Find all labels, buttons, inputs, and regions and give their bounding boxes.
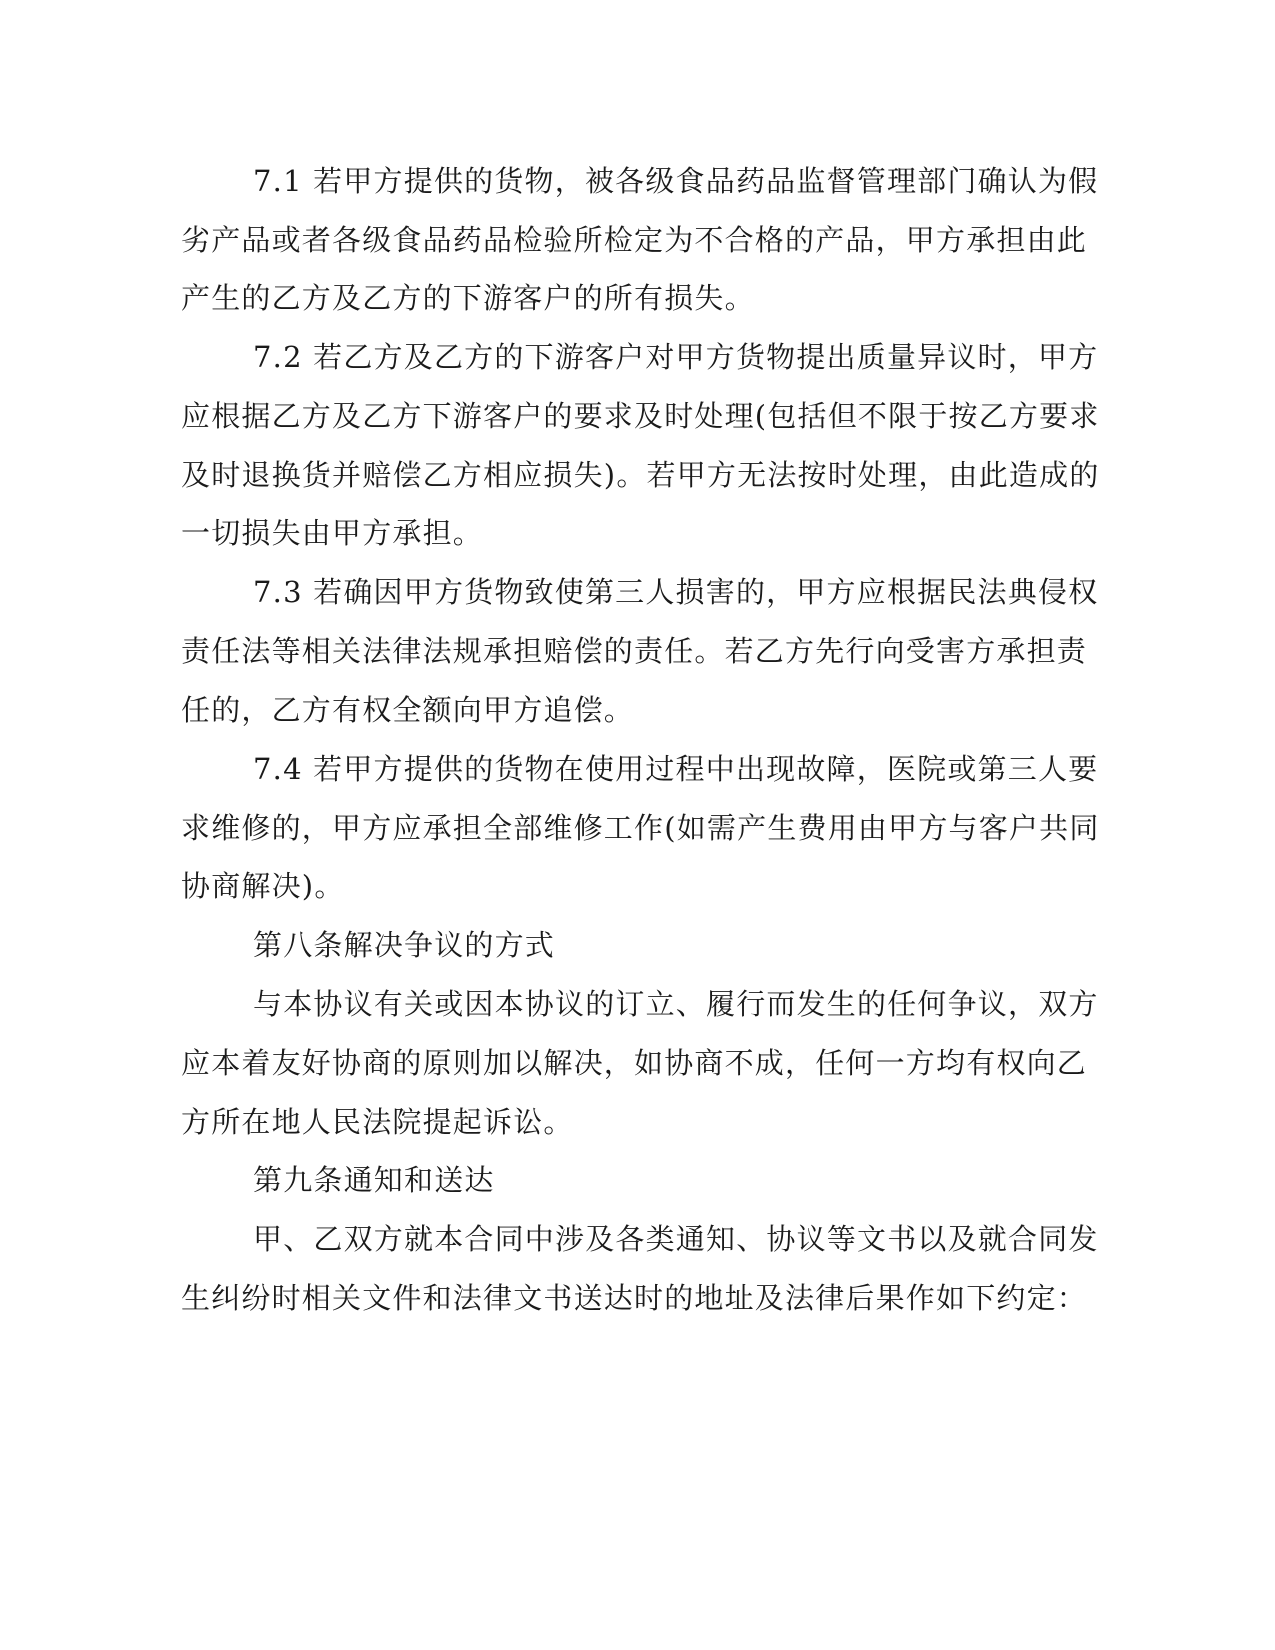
clause-7-1-line-2: 劣产品或者各级食品药品检验所检定为不合格的产品，甲方承担由此 [181,223,1088,257]
clause-7-4-line-1: 7.4 若甲方提供的货物在使用过程中出现故障，医院或第三人要 [253,752,1099,786]
clause-7-3-line-3: 任的，乙方有权全额向甲方追偿。 [181,693,635,727]
clause-7-2-line-3: 及时退换货并赔偿乙方相应损失)。若甲方无法按时处理，由此造成的 [181,458,1100,492]
clause-7-1-line-1: 7.1 若甲方提供的货物，被各级食品药品监督管理部门确认为假 [253,164,1099,198]
clause-7-2-line-1: 7.2 若乙方及乙方的下游客户对甲方货物提出质量异议时，甲方 [253,340,1099,374]
article-8-heading: 第八条解决争议的方式 [253,928,556,962]
clause-7-4-line-3: 协商解决)。 [181,869,345,903]
clause-7-1-line-3: 产生的乙方及乙方的下游客户的所有损失。 [181,281,755,315]
clause-7-3-line-1: 7.3 若确因甲方货物致使第三人损害的，甲方应根据民法典侵权 [253,575,1099,609]
article-9-line-2: 生纠纷时相关文件和法律文书送达时的地址及法律后果作如下约定： [181,1281,1088,1315]
clause-7-2-line-2: 应根据乙方及乙方下游客户的要求及时处理(包括但不限于按乙方要求 [181,399,1100,433]
clause-7-4-line-2: 求维修的，甲方应承担全部维修工作(如需产生费用由甲方与客户共同 [181,811,1100,845]
article-9-line-1: 甲、乙双方就本合同中涉及各类通知、协议等文书以及就合同发 [253,1222,1099,1256]
clause-7-3-line-2: 责任法等相关法律法规承担赔偿的责任。若乙方先行向受害方承担责 [181,634,1088,668]
article-9-heading: 第九条通知和送达 [253,1163,495,1197]
article-8-line-1: 与本协议有关或因本协议的订立、履行而发生的任何争议，双方 [253,987,1099,1021]
article-8-line-3: 方所在地人民法院提起诉讼。 [181,1105,574,1139]
article-8-line-2: 应本着友好协商的原则加以解决，如协商不成，任何一方均有权向乙 [181,1046,1088,1080]
clause-7-2-line-4: 一切损失由甲方承担。 [181,516,484,550]
